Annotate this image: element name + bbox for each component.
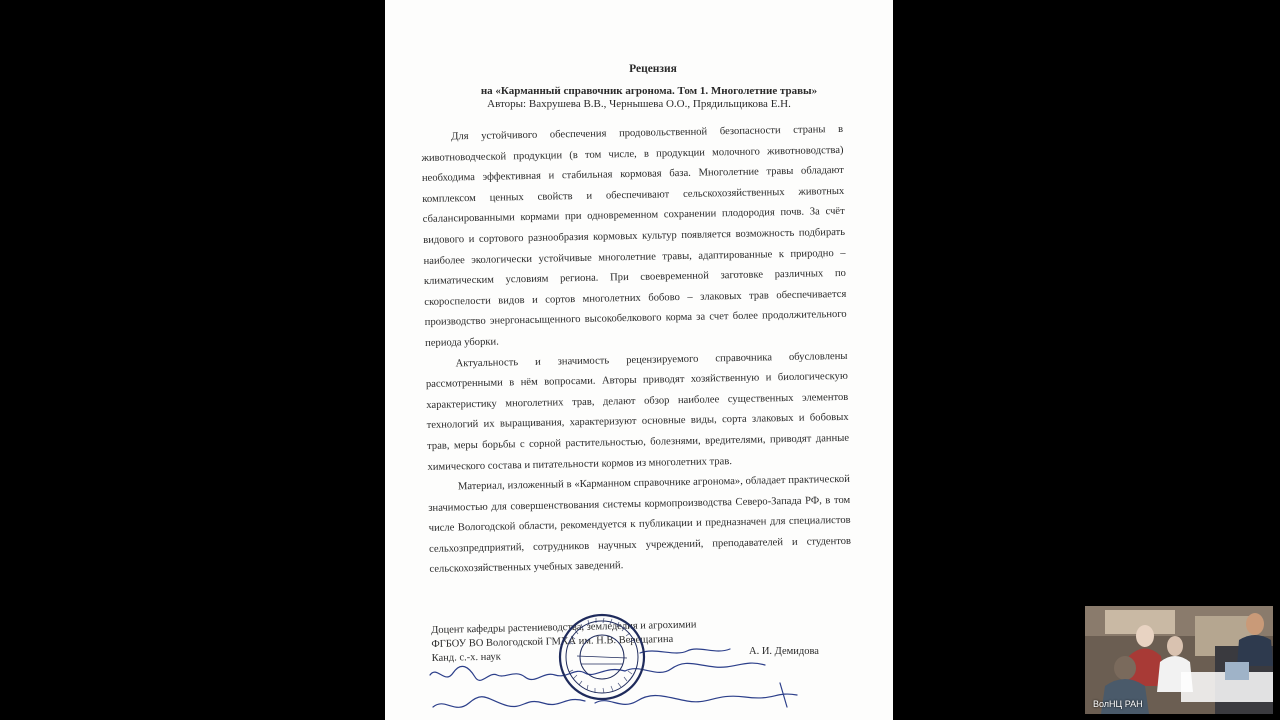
signer-position: Доцент кафедры растениеводства, земледелия и агрохимии [431, 619, 697, 636]
paragraph-1: Для устойчивого обеспечения продовольственной безопасности страны в животноводческой продукции (в том числе, в продукции молочного животноводства) необходима эффективная и стабильная кормовая база. Многолетние травы обладают комплексом ценных свойств и обеспечивают сельскохозяйственных животных сбалансированными кормами при одновременном сохранении плодородия почв. За счёт видового и сортового разнообразия кормовых культур появляется возможность подбирать наиболее экологически устойчивые многолетние травы, адаптированные к природно – климатическим условиям региона. При своевременной заготовке различных по скороспелости видов и сортов многолетних бобово – злаковых трав обеспечивается производство энергонасыщенного высокобелкового корма за счет более продолжительного периода уборки. [421, 123, 847, 349]
paragraph-3: Материал, изложенный в «Карманном справочнике агронома», обладает практической значимостью для совершенствования системы кормопроизводства Северо-Запада РФ, в том числе Вологодской области, рекомендуется к публикации и предназначен для специалистов сельхозпредприятий, сотрудников научных учреждений, преподавателей и студентов сельскохозяйственных учебных заведений. [428, 473, 852, 576]
signer-degree: Канд. с.-х. наук [431, 651, 501, 664]
webcam-feed [1085, 606, 1273, 714]
document-body [421, 120, 852, 581]
webcam-video-icon [1085, 606, 1273, 714]
document-page [385, 0, 893, 720]
document-title: Рецензия [629, 63, 677, 75]
signer-name: А. И. Демидова [749, 646, 819, 657]
document-subtitle: на «Карманный справочник агронома. Том 1. Многолетние травы» [480, 85, 818, 97]
paragraph-2: Актуальность и значимость рецензируемого справочника обусловлены рассмотренными в нём вопросами. Авторы приводят хозяйственную и биологическую характеристику многолетних трав, делают обзор наиболее существенных элементов технологий их выращивания, характеризуют основные виды, сорта злаковых и бобовых трав, меры борьбы с сорной растительностью, болезнями, вредителями, приводят данные химического состава и питательности кормов из многолетних трав. [425, 350, 850, 473]
document-authors: Авторы: Вахрушева В.В., Чернышева О.О., Прядильщикова Е.Н. [487, 98, 791, 110]
signer-organization: ФГБОУ ВО Вологодской ГМХА им. Н.В. Верещагина [431, 633, 674, 650]
webcam-label: ВолНЦ РАН [1093, 699, 1143, 709]
official-stamp [557, 612, 647, 702]
